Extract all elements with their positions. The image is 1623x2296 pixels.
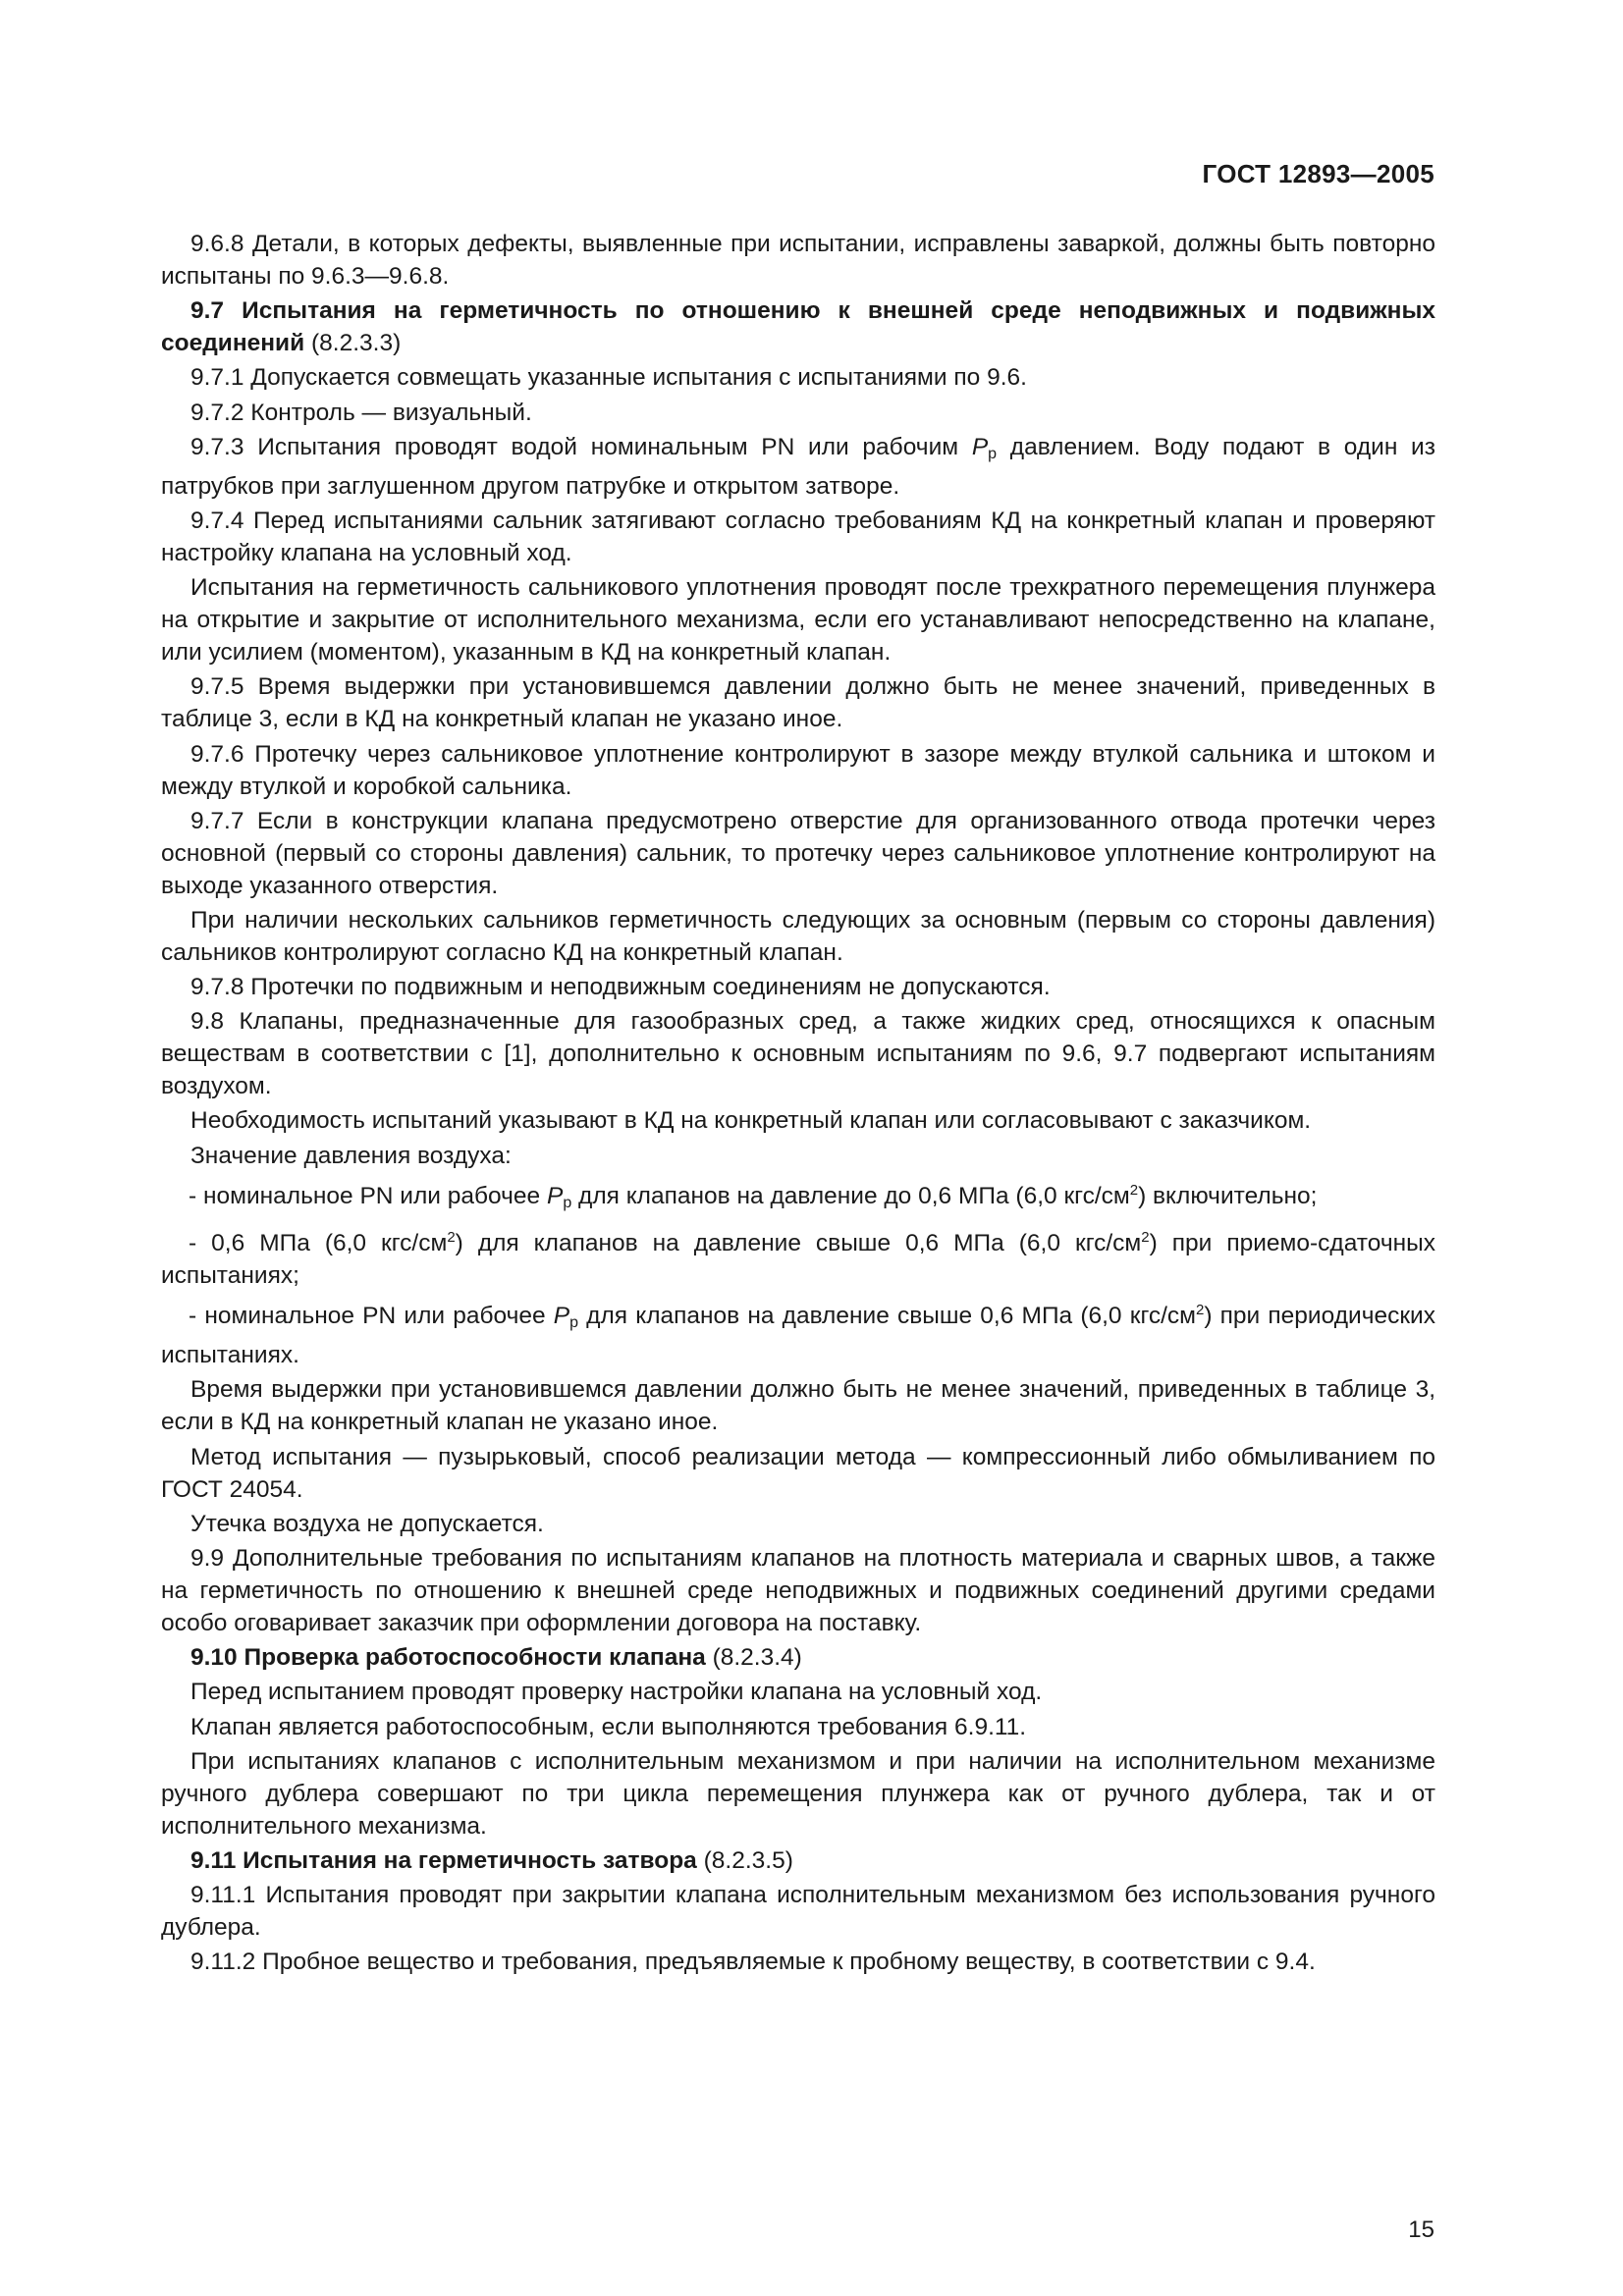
paragraph: 9.11.1 Испытания проводят при закрытии клапана исполнительным механизмом без использования ручного дублера.: [161, 1882, 1435, 1942]
paragraph: 9.7.8 Протечки по подвижным и неподвижным соединениям не допускаются.: [190, 974, 1051, 1001]
text-fragment: для клапанов на давление до 0,6 МПа (6,0 кгс/см: [571, 1182, 1130, 1209]
pressure-subscript: р: [569, 1314, 579, 1332]
paragraph: 9.7.4 Перед испытаниями сальник затягивают согласно требованиям КД на конкретный клапан и проверяют настройку клапана на условный ход.: [161, 507, 1435, 566]
text-fragment: ) при периодических испытаниях.: [161, 1303, 1435, 1369]
heading-reference: (8.2.3.3): [304, 330, 402, 357]
heading-reference: (8.2.3.5): [696, 1846, 793, 1874]
paragraph: 9.8 Клапаны, предназначенные для газообразных сред, а также жидких сред, относящихся к опасным веществам в соответствии с [1], дополнительно к основным испытаниям по 9.6, 9.7 подвергают испытаниям воздухом.: [161, 1008, 1435, 1100]
paragraph: Значение давления воздуха:: [190, 1142, 512, 1169]
heading-reference: (8.2.3.4): [705, 1644, 802, 1672]
text-fragment: ) для клапанов на давление свыше 0,6 МПа (6,0 кгс/см: [455, 1230, 1142, 1256]
list-item: [161, 1174, 1435, 1219]
paragraph: 9.7.2 Контроль — визуальный.: [190, 399, 532, 426]
heading-title: 9.10 Проверка работоспособности клапана: [190, 1644, 706, 1672]
text-fragment: - 0,6 МПа (6,0 кгс/см: [189, 1230, 448, 1256]
superscript-2: 2: [447, 1229, 456, 1246]
section-heading: [161, 1641, 1435, 1674]
paragraph: При наличии нескольких сальников герметичность следующих за основным (первым со стороны давления) сальников контролируют согласно КД на конкретный клапан.: [161, 906, 1435, 966]
pressure-symbol: [972, 434, 997, 460]
heading-title: 9.7 Испытания на герметичность по отношению к внешней среде неподвижных и подвижных соединений: [161, 297, 1435, 357]
paragraph: 9.11.2 Пробное вещество и требования, предъявляемые к пробному веществу, в соответствии с 9.4.: [190, 1949, 1316, 1976]
pressure-symbol: [553, 1303, 579, 1332]
paragraph: 9.7.7 Если в конструкции клапана предусмотрено отверстие для организованного отвода протечки через основной (первый со стороны давления) сальник, то протечку через сальниковое уплотнение контролируют на выходе указанного отверстия.: [161, 807, 1435, 899]
paragraph: Время выдержки при установившемся давлении должно быть не менее значений, приведенных в таблице 3, если в КД на конкретный клапан не указано иное.: [161, 1376, 1435, 1436]
paragraph: Метод испытания — пузырьковый, способ реализации метода — компрессионный либо обмыливанием по ГОСТ 24054.: [161, 1443, 1435, 1503]
paragraph: 9.7.5 Время выдержки при установившемся давлении должно быть не менее значений, приведенных в таблице 3, если в КД на конкретный клапан не указано иное.: [161, 673, 1435, 733]
text-fragment: ) включительно;: [1138, 1182, 1318, 1209]
text-fragment: - номинальное PN или рабочее: [189, 1303, 554, 1330]
pressure-letter: P: [553, 1303, 570, 1330]
paragraph: 9.7.6 Протечку через сальниковое уплотнение контролируют в зазоре между втулкой сальника и штоком и между втулкой и коробкой сальника.: [161, 740, 1435, 800]
paragraph: 9.9 Дополнительные требования по испытаниям клапанов на плотность материала и сварных швов, а также на герметичность по отношению к внешней среде неподвижных и подвижных соединений другими средами особо оговаривает заказчик при оформлении договора на поставку.: [161, 1544, 1435, 1636]
page-number: 15: [1408, 2216, 1434, 2243]
superscript-2: 2: [1129, 1181, 1139, 1199]
pressure-subscript: р: [988, 445, 998, 462]
superscript-2: 2: [1196, 1302, 1205, 1319]
paragraph: Необходимость испытаний указывают в КД на конкретный клапан или согласовывают с заказчиком.: [190, 1107, 1312, 1135]
section-heading: [161, 294, 1435, 359]
paragraph: Клапан является работоспособным, если выполняются требования 6.9.11.: [190, 1713, 1027, 1740]
paragraph: Испытания на герметичность сальникового уплотнения проводят после трехкратного перемещения плунжера на открытие и закрытие от исполнительного механизма, если его устанавливают непосредственно на клапане, или усилием (моментом), указанным в КД на конкретный клапан.: [161, 574, 1435, 667]
pressure-symbol: [547, 1183, 571, 1209]
pressure-letter: P: [971, 433, 989, 460]
text-fragment: 9.7.3 Испытания проводят водой номинальным PN или рабочим: [190, 433, 972, 460]
paragraph: [161, 431, 1435, 503]
paragraph: 9.7.1 Допускается совмещать указанные испытания с испытаниями по 9.6.: [190, 364, 1027, 392]
text-fragment: для клапанов на давление свыше 0,6 МПа (6,0 кгс/см: [578, 1303, 1196, 1330]
paragraph: Утечка воздуха не допускается.: [190, 1510, 544, 1537]
document-body: [161, 228, 1435, 1980]
paragraph: При испытаниях клапанов с исполнительным механизмом и при наличии на исполнительном механизме ручного дублера совершают по три цикла перемещения плунжера как от ручного дублера, так и от исполнительного механизма.: [161, 1747, 1435, 1840]
document-code: ГОСТ 12893—2005: [1202, 159, 1434, 188]
pressure-subscript: р: [563, 1194, 572, 1211]
paragraph: Перед испытанием проводят проверку настройки клапана на условный ход.: [190, 1679, 1043, 1706]
paragraph: 9.6.8 Детали, в которых дефекты, выявленные при испытании, исправлены заваркой, должны быть повторно испытаны по 9.6.3—9.6.8.: [161, 231, 1435, 290]
pressure-letter: P: [546, 1182, 564, 1209]
text-fragment: - номинальное PN или рабочее: [189, 1182, 547, 1209]
heading-title: 9.11 Испытания на герметичность затвора: [190, 1846, 697, 1874]
list-item: [161, 1221, 1435, 1292]
text-fragment: давлением. Воду подают в один из патрубков при заглушенном другом патрубке и открытом затворе.: [161, 433, 1435, 500]
section-heading: [161, 1844, 1435, 1877]
superscript-2: 2: [1141, 1229, 1150, 1246]
list-item: [161, 1294, 1435, 1371]
text-fragment: ) при приемо-сдаточных испытаниях;: [161, 1230, 1435, 1289]
